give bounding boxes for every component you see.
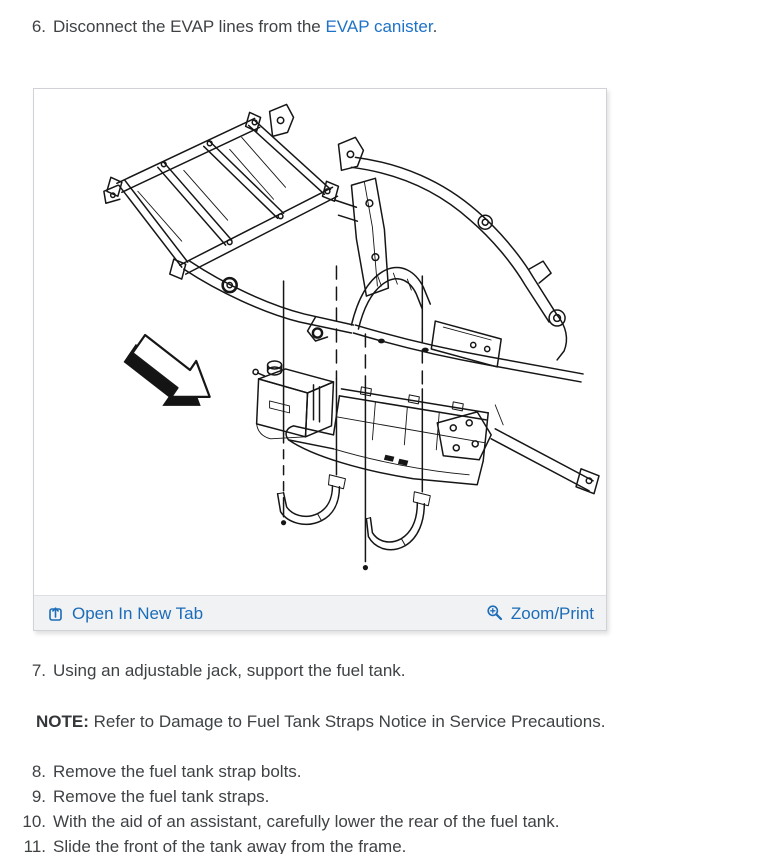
direction-arrow (124, 335, 210, 406)
fuel-tank-frame-illustration (34, 89, 606, 595)
step-text: Remove the fuel tank strap bolts. (53, 762, 302, 781)
step-text-after: . (432, 17, 438, 36)
step-number: 10. (22, 812, 46, 831)
step-text: Using an adjustable jack, support the fuel tank. (53, 661, 406, 680)
step-10 (0, 809, 774, 834)
step-9 (0, 784, 774, 809)
step-number: 6. (31, 17, 46, 36)
open-in-new-tab-icon (48, 605, 65, 622)
figure-panel (33, 88, 607, 631)
zoom-magnifier-icon (486, 604, 504, 622)
step-8 (0, 759, 774, 784)
step-6 (0, 0, 774, 39)
open-in-new-tab-button[interactable] (48, 601, 203, 626)
zoom-print-label: Zoom/Print (510, 603, 594, 623)
fuel-tank-shape (286, 387, 488, 485)
frame-brackets-top (270, 104, 364, 170)
frame-ladder-section (104, 112, 339, 279)
fuel-tank-straps (278, 475, 431, 550)
step-number: 9. (31, 787, 46, 806)
step-number: 8. (31, 762, 46, 781)
frame-tower-bracket (335, 178, 388, 296)
note-paragraph (36, 709, 774, 734)
note-text: Refer to Damage to Fuel Tank Straps Notice in Service Precautions. (93, 712, 606, 731)
figure-toolbar (34, 595, 606, 630)
evap-canister-shape (253, 361, 333, 439)
step-number: 7. (31, 661, 46, 680)
open-in-new-tab-label: Open In New Tab (72, 603, 204, 623)
step-text: With the aid of an assistant, carefully lower the rear of the fuel tank. (53, 812, 560, 831)
step-text (53, 14, 437, 39)
step-number: 11. (23, 837, 46, 854)
step-text-before: Disconnect the EVAP lines from the (53, 17, 326, 36)
zoom-print-button[interactable] (486, 601, 594, 626)
step-7 (0, 658, 774, 683)
figure-canvas (34, 89, 606, 595)
step-text: Slide the front of the tank away from the frame. (53, 837, 407, 854)
step-text: Remove the fuel tank straps. (53, 787, 270, 806)
step-11 (0, 834, 774, 854)
note-label: NOTE: (36, 712, 89, 731)
frame-right-rail (351, 157, 566, 360)
steps-list (0, 759, 774, 854)
evap-canister-link[interactable]: EVAP canister (325, 17, 433, 36)
